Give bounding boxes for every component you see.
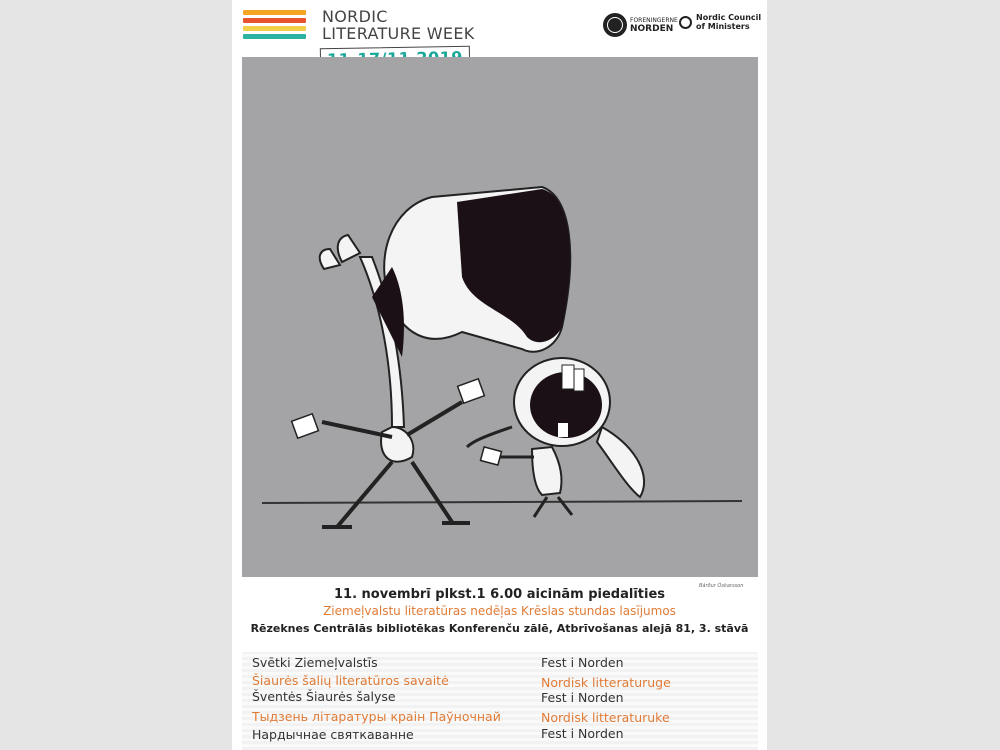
org-1-big-text: NORDEN [630, 23, 674, 34]
logo-stripe [243, 34, 306, 39]
org-2-line-1: Nordic Council [696, 13, 762, 22]
translation-right-3: Fest i Norden [541, 690, 624, 705]
translation-left-4: Тыдзень літаратуры краін Паўночнай [252, 709, 501, 724]
translation-right-4: Nordisk litteraturuke [541, 710, 670, 725]
globe-icon [603, 13, 627, 37]
event-name-line-1: NORDIC [322, 7, 388, 26]
translation-left-5: Нардычнае святкаванне [252, 727, 414, 742]
event-name [322, 8, 475, 42]
event-name-line-2: LITERATURE WEEK [322, 24, 475, 43]
translation-left-1: Svētki Ziemeļvalstīs [252, 655, 378, 670]
rabbit-illustration [242, 57, 758, 577]
invitation-line-3: Rēzeknes Centrālās bibliotēkas Konferenču zālē, Atbrīvošanas alejā 81, 3. stāvā [250, 622, 749, 635]
foreningerne-norden-text [630, 17, 678, 34]
poster [232, 0, 767, 750]
translation-right-5: Fest i Norden [541, 726, 624, 741]
translation-left-2: Šiaurės šalių literatūros savaitė [252, 673, 449, 688]
logo-stripe [243, 18, 306, 23]
translation-right-1: Fest i Norden [541, 655, 624, 670]
nordic-council-text [696, 13, 761, 31]
swan-icon [679, 16, 692, 29]
translation-right-2: Nordisk litteraturuge [541, 675, 671, 690]
logo-stripe [243, 10, 306, 15]
nordic-council-logo [679, 13, 761, 31]
invitation-line-1: 11. novembrī plkst.1 6.00 aicinām piedalīties [333, 587, 666, 602]
illustration-credit: Bárður Óskarsson [699, 583, 744, 589]
org-2-line-2: of Ministers [696, 22, 750, 31]
foreningerne-norden-logo [603, 13, 678, 37]
invitation-line-2: Ziemeļvalstu literatūras nedēļas Krēslas stundas lasījumos [323, 604, 676, 618]
rabbit-drawing-icon [242, 57, 758, 577]
translation-left-3: Šventės Šiaurės šalyse [252, 689, 396, 704]
org-1-small-text: FORENINGERNE [630, 16, 678, 24]
logo-stripe [243, 26, 306, 31]
invitation-text [232, 586, 767, 637]
nordic-literature-week-logo-icon [243, 10, 306, 42]
